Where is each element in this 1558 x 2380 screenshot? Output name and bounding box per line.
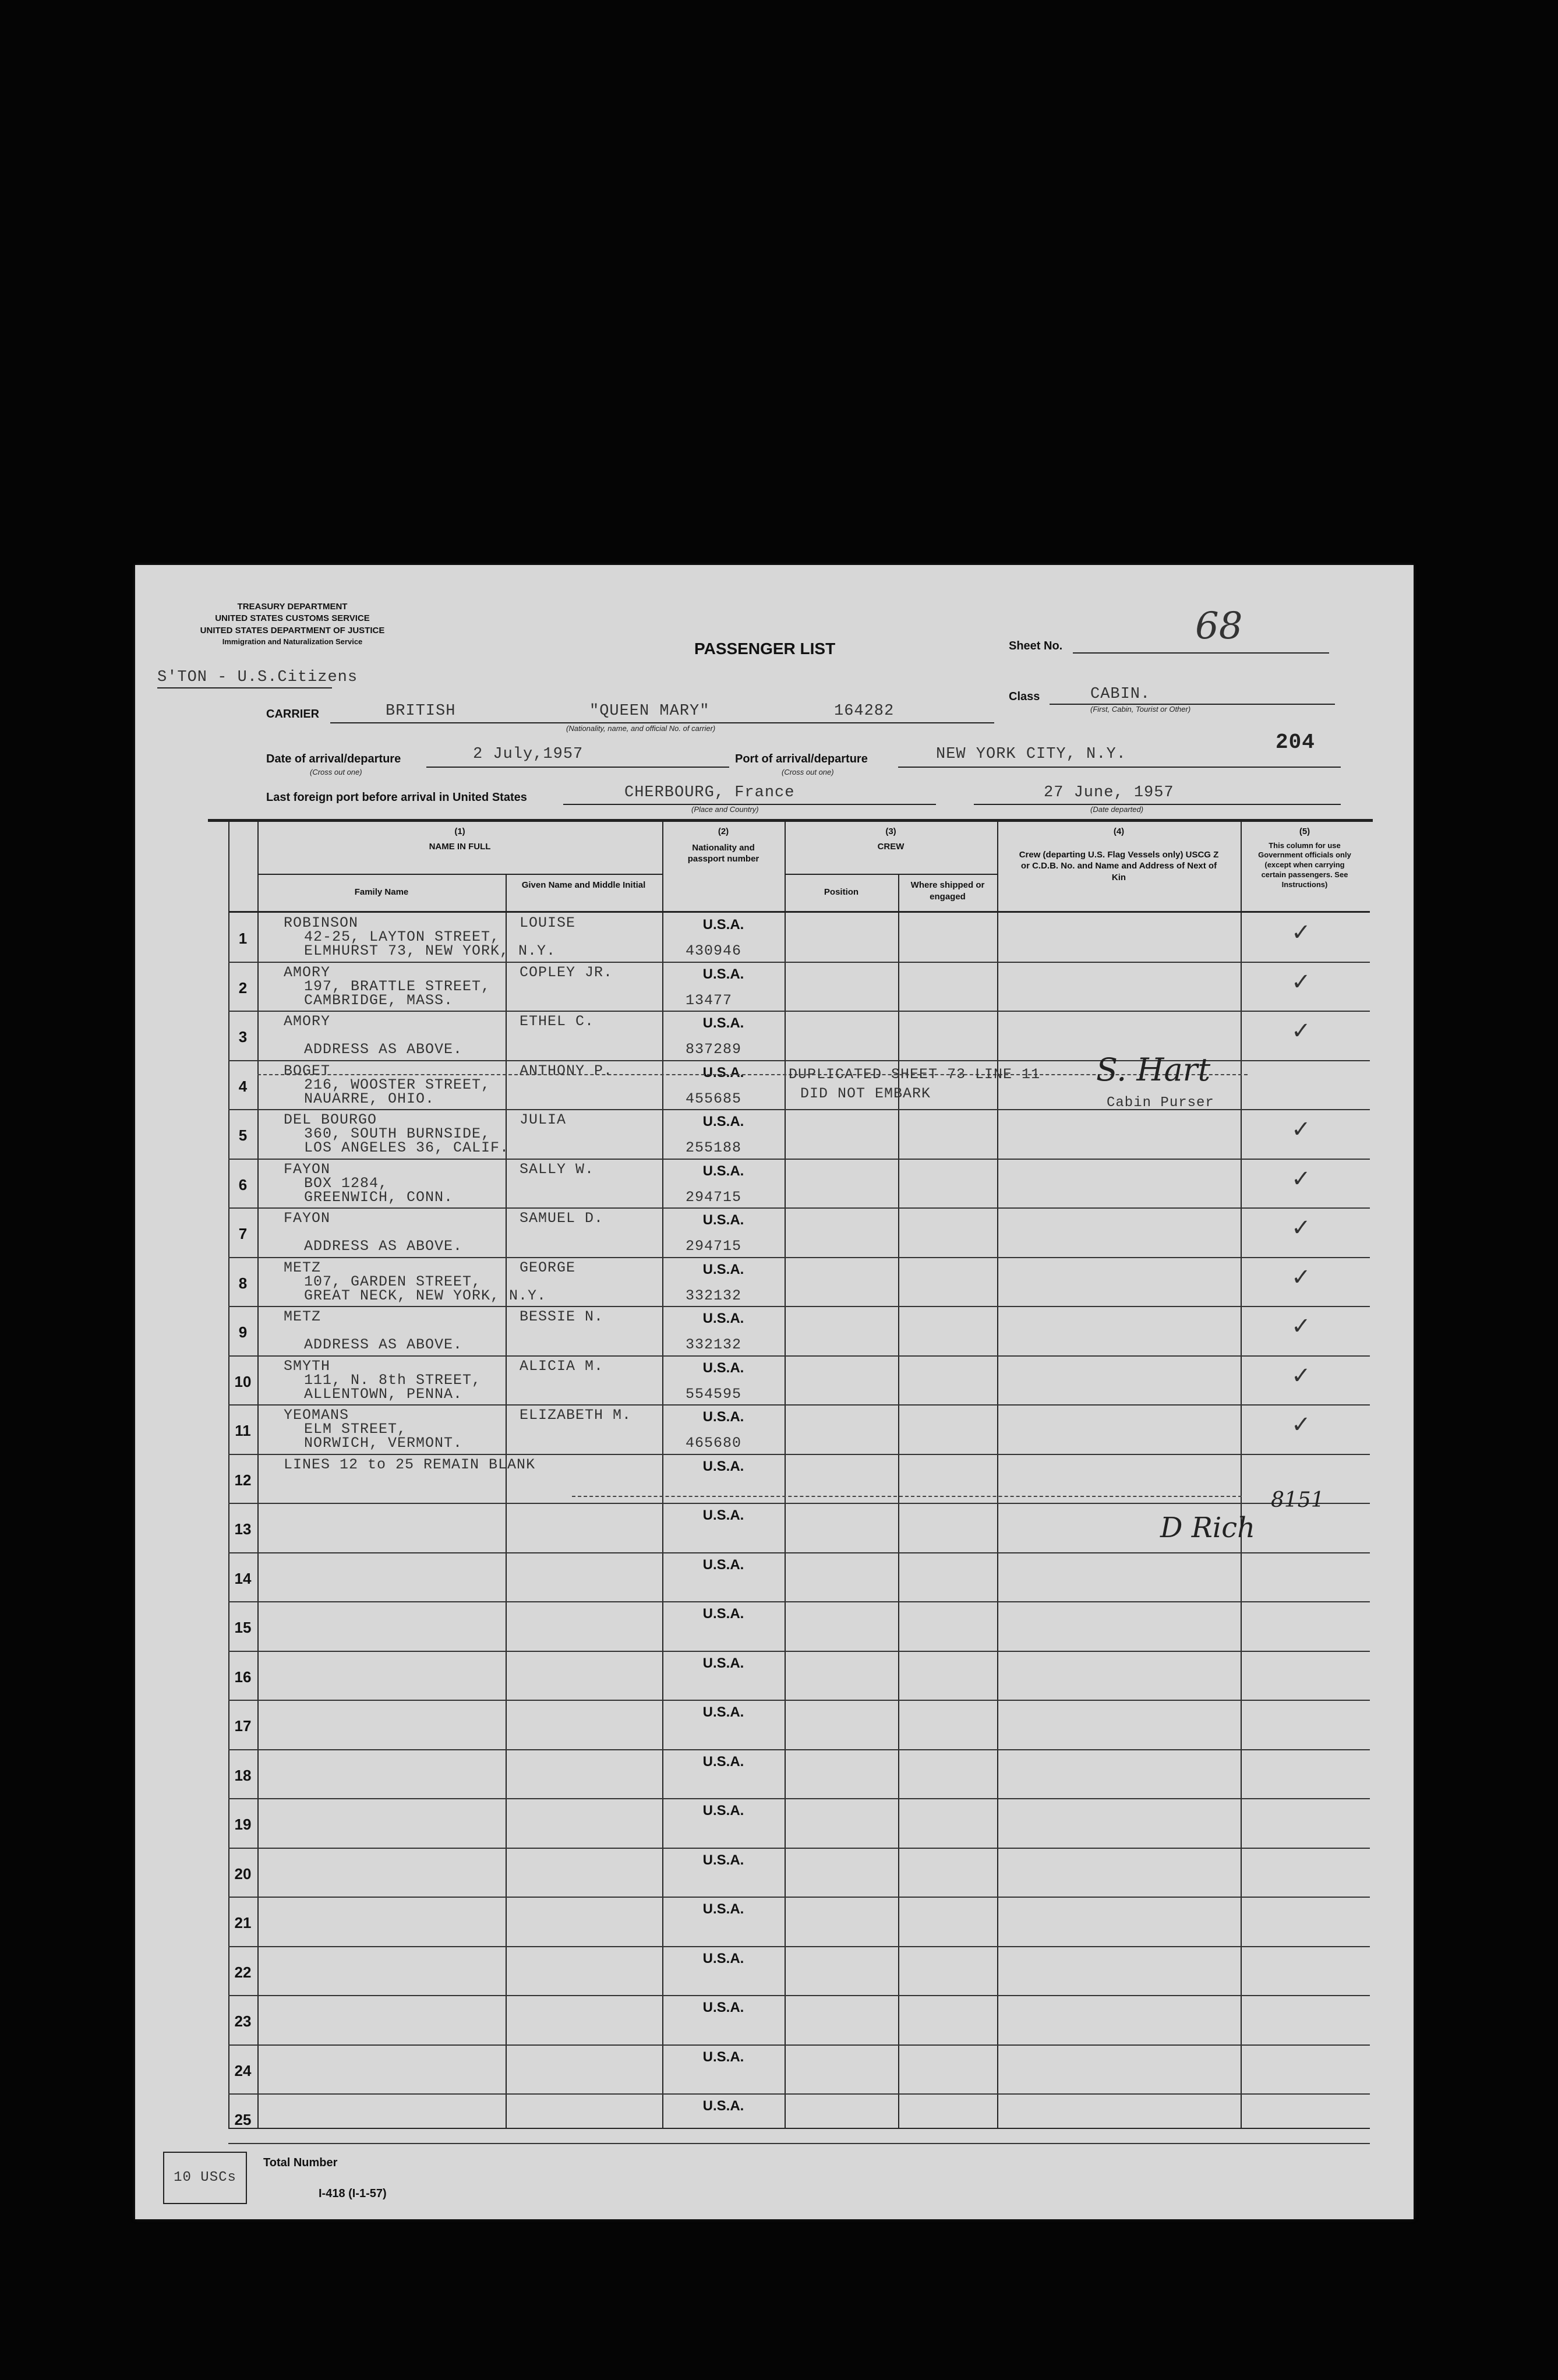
passport-number: 430946 (686, 942, 742, 959)
row-number: 14 (234, 1569, 252, 1587)
nationality: U.S.A. (702, 966, 744, 982)
official-check-mark: ✓ (1291, 1116, 1311, 1143)
row-divider (228, 1601, 1370, 1602)
carrier-name: "QUEEN MARY" (589, 702, 710, 720)
row-divider (228, 1404, 1370, 1406)
passport-number: 455685 (686, 1090, 742, 1107)
passport-number: 465680 (686, 1435, 742, 1452)
port-label: Port of arrival/departure (735, 753, 868, 765)
row-divider (228, 1355, 1370, 1357)
given-name: ANTHONY P. (520, 1062, 613, 1079)
official-check-mark: ✓ (1291, 968, 1311, 995)
nationality: U.S.A. (702, 2000, 744, 2015)
row-divider (228, 1159, 1370, 1160)
official-check-mark: ✓ (1291, 919, 1311, 946)
row-divider (228, 1798, 1370, 1799)
nationality: U.S.A. (702, 1458, 744, 1474)
col1-number: (1) (454, 827, 465, 836)
did-not-embark-note: DID NOT EMBARK (800, 1085, 931, 1102)
given-name: COPLEY JR. (520, 963, 613, 981)
row-number: 18 (234, 1766, 252, 1784)
address-line-1: 216, WOOSTER STREET, (304, 1076, 491, 1093)
carrier-label: CARRIER (266, 708, 320, 721)
address-line-2: NAUARRE, OHIO. (304, 1090, 435, 1107)
row-divider (228, 2044, 1370, 2046)
address-line-1: 197, BRATTLE STREET, (304, 977, 491, 995)
col3-number: (3) (885, 827, 896, 836)
row-divider (228, 962, 1370, 963)
page-title: PASSENGER LIST (694, 640, 836, 658)
given-name: LOUISE (520, 914, 576, 931)
total-label: Total Number (263, 2156, 338, 2169)
form-number: I-418 (I-1-57) (319, 2187, 387, 2200)
row-divider (228, 1503, 1370, 1504)
row-number: 6 (238, 1175, 248, 1193)
address-line-1: 107, GARDEN STREET, (304, 1273, 482, 1290)
row-number: 15 (234, 1619, 252, 1636)
row-number: 25 (234, 2111, 252, 2128)
col3-title: CREW (877, 841, 905, 852)
row-number: 5 (238, 1127, 248, 1144)
row-divider (228, 1995, 1370, 1996)
purser-signature: S. Hart (1096, 1051, 1211, 1088)
nationality: U.S.A. (702, 1409, 744, 1425)
col1-title: NAME IN FULL (429, 841, 491, 852)
given-name: ETHEL C. (520, 1013, 595, 1030)
row-divider (228, 1552, 1370, 1553)
official-check-mark: ✓ (1291, 1214, 1311, 1241)
nationality: U.S.A. (702, 1704, 744, 1720)
col2-title: Nationality and passport number (687, 842, 759, 864)
passport-number: 837289 (686, 1041, 742, 1058)
row-number: 9 (238, 1323, 248, 1341)
passport-number: 332132 (686, 1287, 742, 1304)
given-name: JULIA (520, 1111, 567, 1128)
col-given-name: Given Name and Middle Initial (521, 880, 646, 890)
row-number: 7 (238, 1225, 248, 1242)
row-divider (228, 1946, 1370, 1947)
row-number: 1 (238, 930, 248, 947)
official-check-mark: ✓ (1291, 1313, 1311, 1340)
row-divider (228, 1700, 1370, 1701)
given-name: ALICIA M. (520, 1357, 604, 1375)
passport-number: 255188 (686, 1139, 742, 1156)
row-number: 4 (238, 1077, 248, 1095)
col-where-shipped: Where shipped or engaged (910, 880, 985, 902)
family-name: DEL BOURGO (284, 1111, 377, 1128)
last-port-caption: (Place and Country) (691, 805, 759, 814)
row-divider (228, 1651, 1370, 1652)
col2-number: (2) (718, 827, 729, 836)
family-name: LINES 12 to 25 REMAIN BLANK (284, 1456, 536, 1473)
nationality: U.S.A. (702, 1015, 744, 1031)
col-family-name: Family Name (354, 887, 409, 897)
address-line-2: ADDRESS AS ABOVE. (304, 1336, 463, 1353)
row-divider (228, 1207, 1370, 1209)
port-value: NEW YORK CITY, N.Y. (936, 746, 1126, 763)
given-name: ELIZABETH M. (520, 1407, 632, 1424)
date-departed-caption: (Date departed) (1090, 805, 1144, 814)
address-line-2: ADDRESS AS ABOVE. (304, 1041, 463, 1058)
family-name: ROBINSON (284, 914, 359, 931)
family-name: YEOMANS (284, 1407, 349, 1424)
nationality: U.S.A. (702, 2049, 744, 2065)
nationality: U.S.A. (702, 1556, 744, 1573)
nationality: U.S.A. (702, 1950, 744, 1966)
purser-title: Cabin Purser (1107, 1095, 1214, 1111)
row-number: 10 (234, 1372, 252, 1390)
address-line-1: 360, SOUTH BURNSIDE, (304, 1125, 491, 1142)
official-check-mark: ✓ (1291, 1362, 1311, 1389)
row-number: 19 (234, 1816, 252, 1833)
col-position: Position (824, 887, 859, 897)
row-divider (228, 1897, 1370, 1898)
carrier-official-number: 164282 (834, 702, 895, 720)
address-line-1: BOX 1284, (304, 1174, 388, 1192)
duplicated-note: DUPLICATED SHEET 73 LINE 11 (789, 1066, 1041, 1083)
row-divider (228, 1848, 1370, 1849)
address-line-2: ALLENTOWN, PENNA. (304, 1385, 463, 1403)
address-line-2: LOS ANGELES 36, CALIF. (304, 1139, 510, 1156)
row-divider (228, 2143, 1370, 2144)
address-line-2: ELMHURST 73, NEW YORK, N.Y. (304, 942, 556, 959)
address-line-1: 42-25, LAYTON STREET, (304, 928, 500, 945)
nationality: U.S.A. (702, 1507, 744, 1523)
col4-number: (4) (1113, 827, 1125, 836)
initials-handwritten: D Rich (1160, 1512, 1256, 1544)
row-number: 24 (234, 2061, 252, 2079)
passport-number: 332132 (686, 1336, 742, 1353)
nationality: U.S.A. (702, 1606, 744, 1622)
row-divider (228, 1749, 1370, 1750)
family-name: AMORY (284, 1013, 331, 1030)
handwritten-number: 8151 (1271, 1488, 1324, 1512)
row-number: 23 (234, 2012, 252, 2030)
family-name: BOGET (284, 1062, 331, 1079)
total-box: 10 USCs (163, 2152, 247, 2204)
passport-number: 294715 (686, 1188, 742, 1206)
col4-title: Crew (departing U.S. Flag Vessels only) USCG Z or C.D.B. No. and Name and Address of Next of Kin (1019, 849, 1219, 882)
row-number: 17 (234, 1717, 252, 1735)
row-number: 3 (238, 1028, 248, 1046)
carrier-nationality: BRITISH (386, 702, 456, 720)
row-divider (228, 1257, 1370, 1258)
port-caption: (Cross out one) (782, 768, 834, 776)
passenger-list-sheet (135, 565, 1414, 2219)
agency-line: TREASURY DEPARTMENT (237, 602, 348, 612)
class-value: CABIN. (1090, 686, 1151, 703)
address-line-2: ADDRESS AS ABOVE. (304, 1238, 463, 1255)
date-caption: (Cross out one) (310, 768, 362, 776)
nationality: U.S.A. (702, 1064, 744, 1080)
row-number: 22 (234, 1963, 252, 1981)
nationality: U.S.A. (702, 1852, 744, 1868)
address-line-2: CAMBRIDGE, MASS. (304, 991, 454, 1009)
address-line-1: 111, N. 8th STREET, (304, 1371, 482, 1389)
date-value: 2 July,1957 (473, 746, 584, 763)
sheet-label: Sheet No. (1009, 640, 1063, 652)
agency-line: Immigration and Naturalization Service (222, 637, 363, 646)
passport-number: 294715 (686, 1238, 742, 1255)
nationality: U.S.A. (702, 917, 744, 933)
row-number: 21 (234, 1914, 252, 1931)
family-name: SMYTH (284, 1357, 331, 1375)
row-number: 16 (234, 1668, 252, 1686)
class-label: Class (1009, 690, 1040, 703)
official-check-mark: ✓ (1291, 1165, 1311, 1192)
nationality: U.S.A. (702, 1753, 744, 1770)
given-name: BESSIE N. (520, 1308, 604, 1325)
row-number: 8 (238, 1274, 248, 1292)
row-divider (228, 1306, 1370, 1307)
nationality: U.S.A. (702, 1163, 744, 1179)
carrier-caption: (Nationality, name, and official No. of carrier) (566, 724, 716, 733)
row-number: 12 (234, 1471, 252, 1489)
passport-number: 13477 (686, 991, 733, 1009)
given-name: SALLY W. (520, 1160, 595, 1178)
nationality: U.S.A. (702, 1360, 744, 1376)
nationality: U.S.A. (702, 1114, 744, 1129)
row-divider (228, 2093, 1370, 2095)
agency-line: UNITED STATES DEPARTMENT OF JUSTICE (200, 625, 385, 635)
address-line-1: ELM STREET, (304, 1421, 407, 1438)
row-number: 13 (234, 1520, 252, 1538)
nationality: U.S.A. (702, 1901, 744, 1917)
family-name: AMORY (284, 963, 331, 981)
nationality: U.S.A. (702, 1803, 744, 1818)
official-check-mark: ✓ (1291, 1263, 1311, 1291)
row-number: 11 (235, 1422, 251, 1439)
date-label: Date of arrival/departure (266, 753, 401, 765)
family-name: FAYON (284, 1160, 331, 1178)
last-port-value: CHERBOURG, France (624, 784, 795, 801)
agency-line: UNITED STATES CUSTOMS SERVICE (215, 613, 370, 624)
passport-number: 554595 (686, 1385, 742, 1403)
agency-block (170, 601, 415, 647)
nationality: U.S.A. (702, 2098, 744, 2114)
row-number: 20 (234, 1865, 252, 1883)
address-line-2: GREAT NECK, NEW YORK, N.Y. (304, 1287, 547, 1304)
given-name: SAMUEL D. (520, 1210, 604, 1227)
address-line-2: GREENWICH, CONN. (304, 1188, 454, 1206)
date-departed-value: 27 June, 1957 (1044, 784, 1174, 801)
col5-title: This column for use Government officials only (except when carrying certain passengers. See Instructions) (1258, 841, 1351, 889)
nationality: U.S.A. (702, 1655, 744, 1671)
row-divider (228, 1011, 1370, 1012)
last-port-label: Last foreign port before arrival in United States (266, 791, 527, 804)
sheet-stamp-number: 204 (1276, 730, 1315, 754)
row-number: 2 (238, 979, 248, 997)
given-name: GEORGE (520, 1259, 576, 1276)
nationality: U.S.A. (702, 1261, 744, 1277)
class-caption: (First, Cabin, Tourist or Other) (1090, 705, 1191, 714)
address-line-2: NORWICH, VERMONT. (304, 1435, 463, 1452)
col5-number: (5) (1299, 827, 1310, 836)
family-name: METZ (284, 1259, 322, 1276)
stamp-route: S'TON - U.S.Citizens (157, 669, 358, 686)
official-check-mark: ✓ (1291, 1411, 1311, 1438)
nationality: U.S.A. (702, 1311, 744, 1326)
official-check-mark: ✓ (1291, 1018, 1311, 1044)
family-name: FAYON (284, 1210, 331, 1227)
sheet-number: 68 (1195, 605, 1243, 648)
nationality: U.S.A. (702, 1212, 744, 1228)
row-divider (228, 1454, 1370, 1455)
family-name: METZ (284, 1308, 322, 1325)
